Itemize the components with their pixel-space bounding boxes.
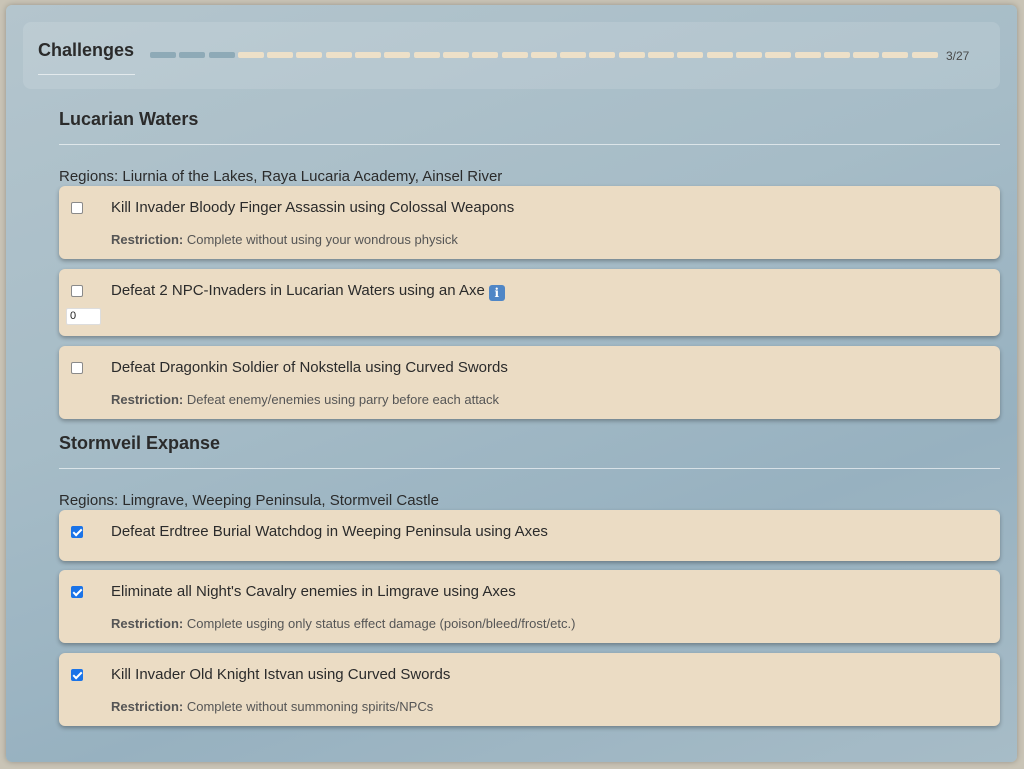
progress-segment-incomplete xyxy=(882,52,908,58)
group-regions: Regions: Limgrave, Weeping Peninsula, Stormveil Castle xyxy=(59,492,439,509)
group-divider xyxy=(59,468,1000,469)
progress-segment-incomplete xyxy=(795,52,821,58)
progress-segment-incomplete xyxy=(619,52,645,58)
restriction-text: Complete without summoning spirits/NPCs xyxy=(186,699,434,714)
challenge-group-stormveil-expanse xyxy=(59,433,1000,714)
progress-segment-incomplete xyxy=(296,52,322,58)
challenge-restriction xyxy=(111,699,433,714)
restriction-label: Restriction: xyxy=(111,699,184,714)
challenge-title: Defeat 2 NPC-Invaders in Lucarian Waters using an Axe xyxy=(111,282,485,299)
challenges-header xyxy=(23,22,1000,89)
progress-segment-incomplete xyxy=(853,52,879,58)
page-title: Challenges xyxy=(38,40,135,60)
restriction-text: Complete without using your wondrous physick xyxy=(186,232,458,247)
progress-segment-incomplete xyxy=(736,52,762,58)
restriction-text: Defeat enemy/enemies using parry before each attack xyxy=(186,392,500,407)
progress-count: 3/27 xyxy=(946,49,970,63)
challenge-title-row xyxy=(111,282,505,301)
progress-segment-complete xyxy=(209,52,235,58)
group-title: Stormveil Expanse xyxy=(59,433,221,453)
challenge-checkbox[interactable] xyxy=(71,362,83,374)
progress-segment-incomplete xyxy=(502,52,528,58)
restriction-text: Complete usging only status effect damage (poison/bleed/frost/etc.) xyxy=(186,616,576,631)
challenge-group-lucarian-waters xyxy=(59,109,1000,407)
progress-segment-incomplete xyxy=(912,52,938,58)
progress-segment-complete xyxy=(150,52,176,58)
restriction-label: Restriction: xyxy=(111,232,184,247)
title-underline xyxy=(38,74,135,75)
progress-segment-incomplete xyxy=(238,52,264,58)
group-regions: Regions: Liurnia of the Lakes, Raya Lucaria Academy, Ainsel River xyxy=(59,168,503,185)
challenge-checkbox[interactable] xyxy=(71,526,83,538)
challenge-card xyxy=(59,269,1000,336)
challenge-card xyxy=(59,653,1000,726)
challenge-restriction xyxy=(111,232,458,247)
challenge-checkbox[interactable] xyxy=(71,586,83,598)
challenge-card xyxy=(59,186,1000,259)
progress-counter-input[interactable]: 0 xyxy=(66,308,101,325)
progress-segment-incomplete xyxy=(765,52,791,58)
progress-segment-incomplete xyxy=(326,52,352,58)
challenge-card xyxy=(59,510,1000,561)
progress-segment-incomplete xyxy=(648,52,674,58)
progress-segment-incomplete xyxy=(707,52,733,58)
group-divider xyxy=(59,144,1000,145)
progress-segment-incomplete xyxy=(414,52,440,58)
progress-segment-incomplete xyxy=(531,52,557,58)
challenge-checkbox[interactable] xyxy=(71,285,83,297)
challenge-title: Defeat Erdtree Burial Watchdog in Weeping Peninsula using Axes xyxy=(111,523,548,540)
challenge-restriction xyxy=(111,392,499,407)
info-icon[interactable]: i xyxy=(489,285,505,301)
challenge-title: Kill Invader Old Knight Istvan using Curved Swords xyxy=(111,666,451,683)
progress-segment-incomplete xyxy=(443,52,469,58)
challenge-checkbox[interactable] xyxy=(71,202,83,214)
progress-segment-incomplete xyxy=(560,52,586,58)
challenge-card xyxy=(59,570,1000,643)
progress-bar xyxy=(150,52,941,58)
progress-segment-incomplete xyxy=(589,52,615,58)
challenge-checkbox[interactable] xyxy=(71,669,83,681)
progress-segment-incomplete xyxy=(677,52,703,58)
progress-segment-incomplete xyxy=(824,52,850,58)
challenge-restriction xyxy=(111,616,575,631)
restriction-label: Restriction: xyxy=(111,392,184,407)
progress-segment-complete xyxy=(179,52,205,58)
progress-segment-incomplete xyxy=(472,52,498,58)
group-title: Lucarian Waters xyxy=(59,109,199,129)
challenge-title: Eliminate all Night's Cavalry enemies in Limgrave using Axes xyxy=(111,583,516,600)
challenges-window xyxy=(6,5,1017,762)
progress-segment-incomplete xyxy=(267,52,293,58)
challenge-title: Kill Invader Bloody Finger Assassin using Colossal Weapons xyxy=(111,199,515,216)
challenge-title: Defeat Dragonkin Soldier of Nokstella using Curved Swords xyxy=(111,359,508,376)
progress-segment-incomplete xyxy=(355,52,381,58)
challenge-card xyxy=(59,346,1000,419)
restriction-label: Restriction: xyxy=(111,616,184,631)
progress-segment-incomplete xyxy=(384,52,410,58)
